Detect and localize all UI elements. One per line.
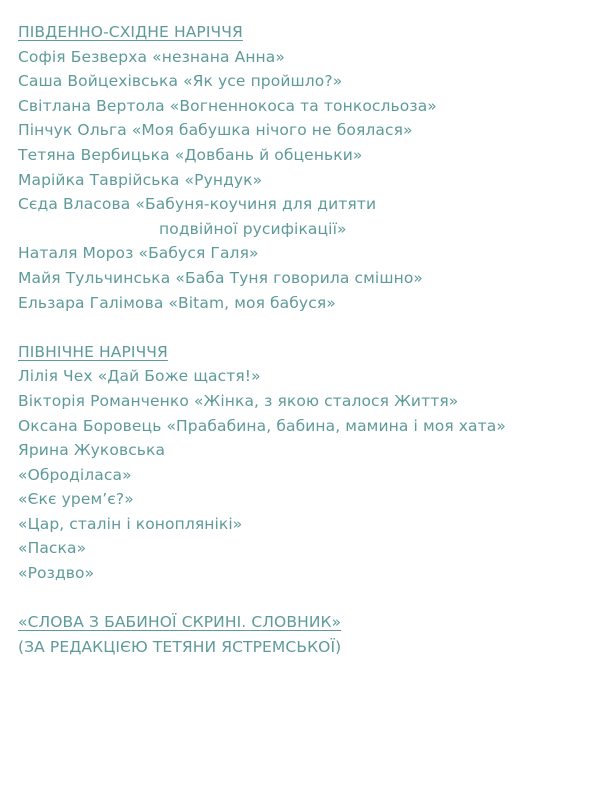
- section-heading: ПІВДЕННО-СХІДНЕ НАРІЧЧЯ: [18, 23, 243, 41]
- section-spacer: [18, 315, 588, 340]
- list-item: Ельзара Галімова «Bitam, моя бабуся»: [18, 293, 336, 312]
- list-item: «Оброділаса»: [18, 465, 132, 484]
- list-item: Саша Войцехівська «Як усе пройшло?»: [18, 72, 343, 91]
- list-item: Пінчук Ольга «Моя бабушка нічого не боялася»: [18, 121, 413, 140]
- list-item: Сєда Власова «Бабуня-коучиня для дитяти: [18, 195, 377, 214]
- section-heading: ПІВНІЧНЕ НАРІЧЧЯ: [18, 342, 168, 361]
- list-item: Оксана Боровець «Прабабина, бабина, мамина і моя хата»: [18, 416, 506, 435]
- list-item: «Єкє урем’є?»: [18, 490, 134, 509]
- section-heading: «СЛОВА З БАБИНОЇ СКРИНІ. СЛОВНИК»: [18, 613, 342, 632]
- section-dictionary: [18, 610, 588, 659]
- section-spacer: [18, 586, 588, 611]
- list-item: «Паска»: [18, 539, 87, 558]
- list-item: «Цар, сталін і коноплянікі»: [18, 514, 243, 533]
- section-northern-dialect: [18, 340, 588, 586]
- list-item: Наталя Мороз «Бабуся Галя»: [18, 244, 259, 263]
- list-item: Лілія Чех «Дай Боже щастя!»: [18, 367, 261, 386]
- list-item: Софія Безверха «незнана Анна»: [18, 47, 285, 66]
- list-item-continuation: подвійної русифікації»: [159, 219, 347, 238]
- list-item: Майя Тульчинська «Баба Туня говорила смішно»: [18, 268, 424, 287]
- section-southeastern-dialect: [18, 20, 588, 315]
- editor-note: (ЗА РЕДАКЦІЄЮ ТЕТЯНИ ЯСТРЕМСЬКОЇ): [18, 637, 342, 656]
- list-item: Світлана Вертола «Вогненнокоса та тонкосльоза»: [18, 96, 437, 115]
- list-item: Марійка Таврійська «Рундук»: [18, 170, 263, 189]
- list-item: Ярина Жуковська: [18, 441, 166, 460]
- list-item: Тетяна Вербицька «Довбань й обценьки»: [18, 145, 363, 164]
- contents-page: [18, 20, 588, 659]
- list-item: Вікторія Романченко «Жінка, з якою сталося Життя»: [18, 391, 459, 410]
- list-item: «Роздво»: [18, 564, 95, 583]
